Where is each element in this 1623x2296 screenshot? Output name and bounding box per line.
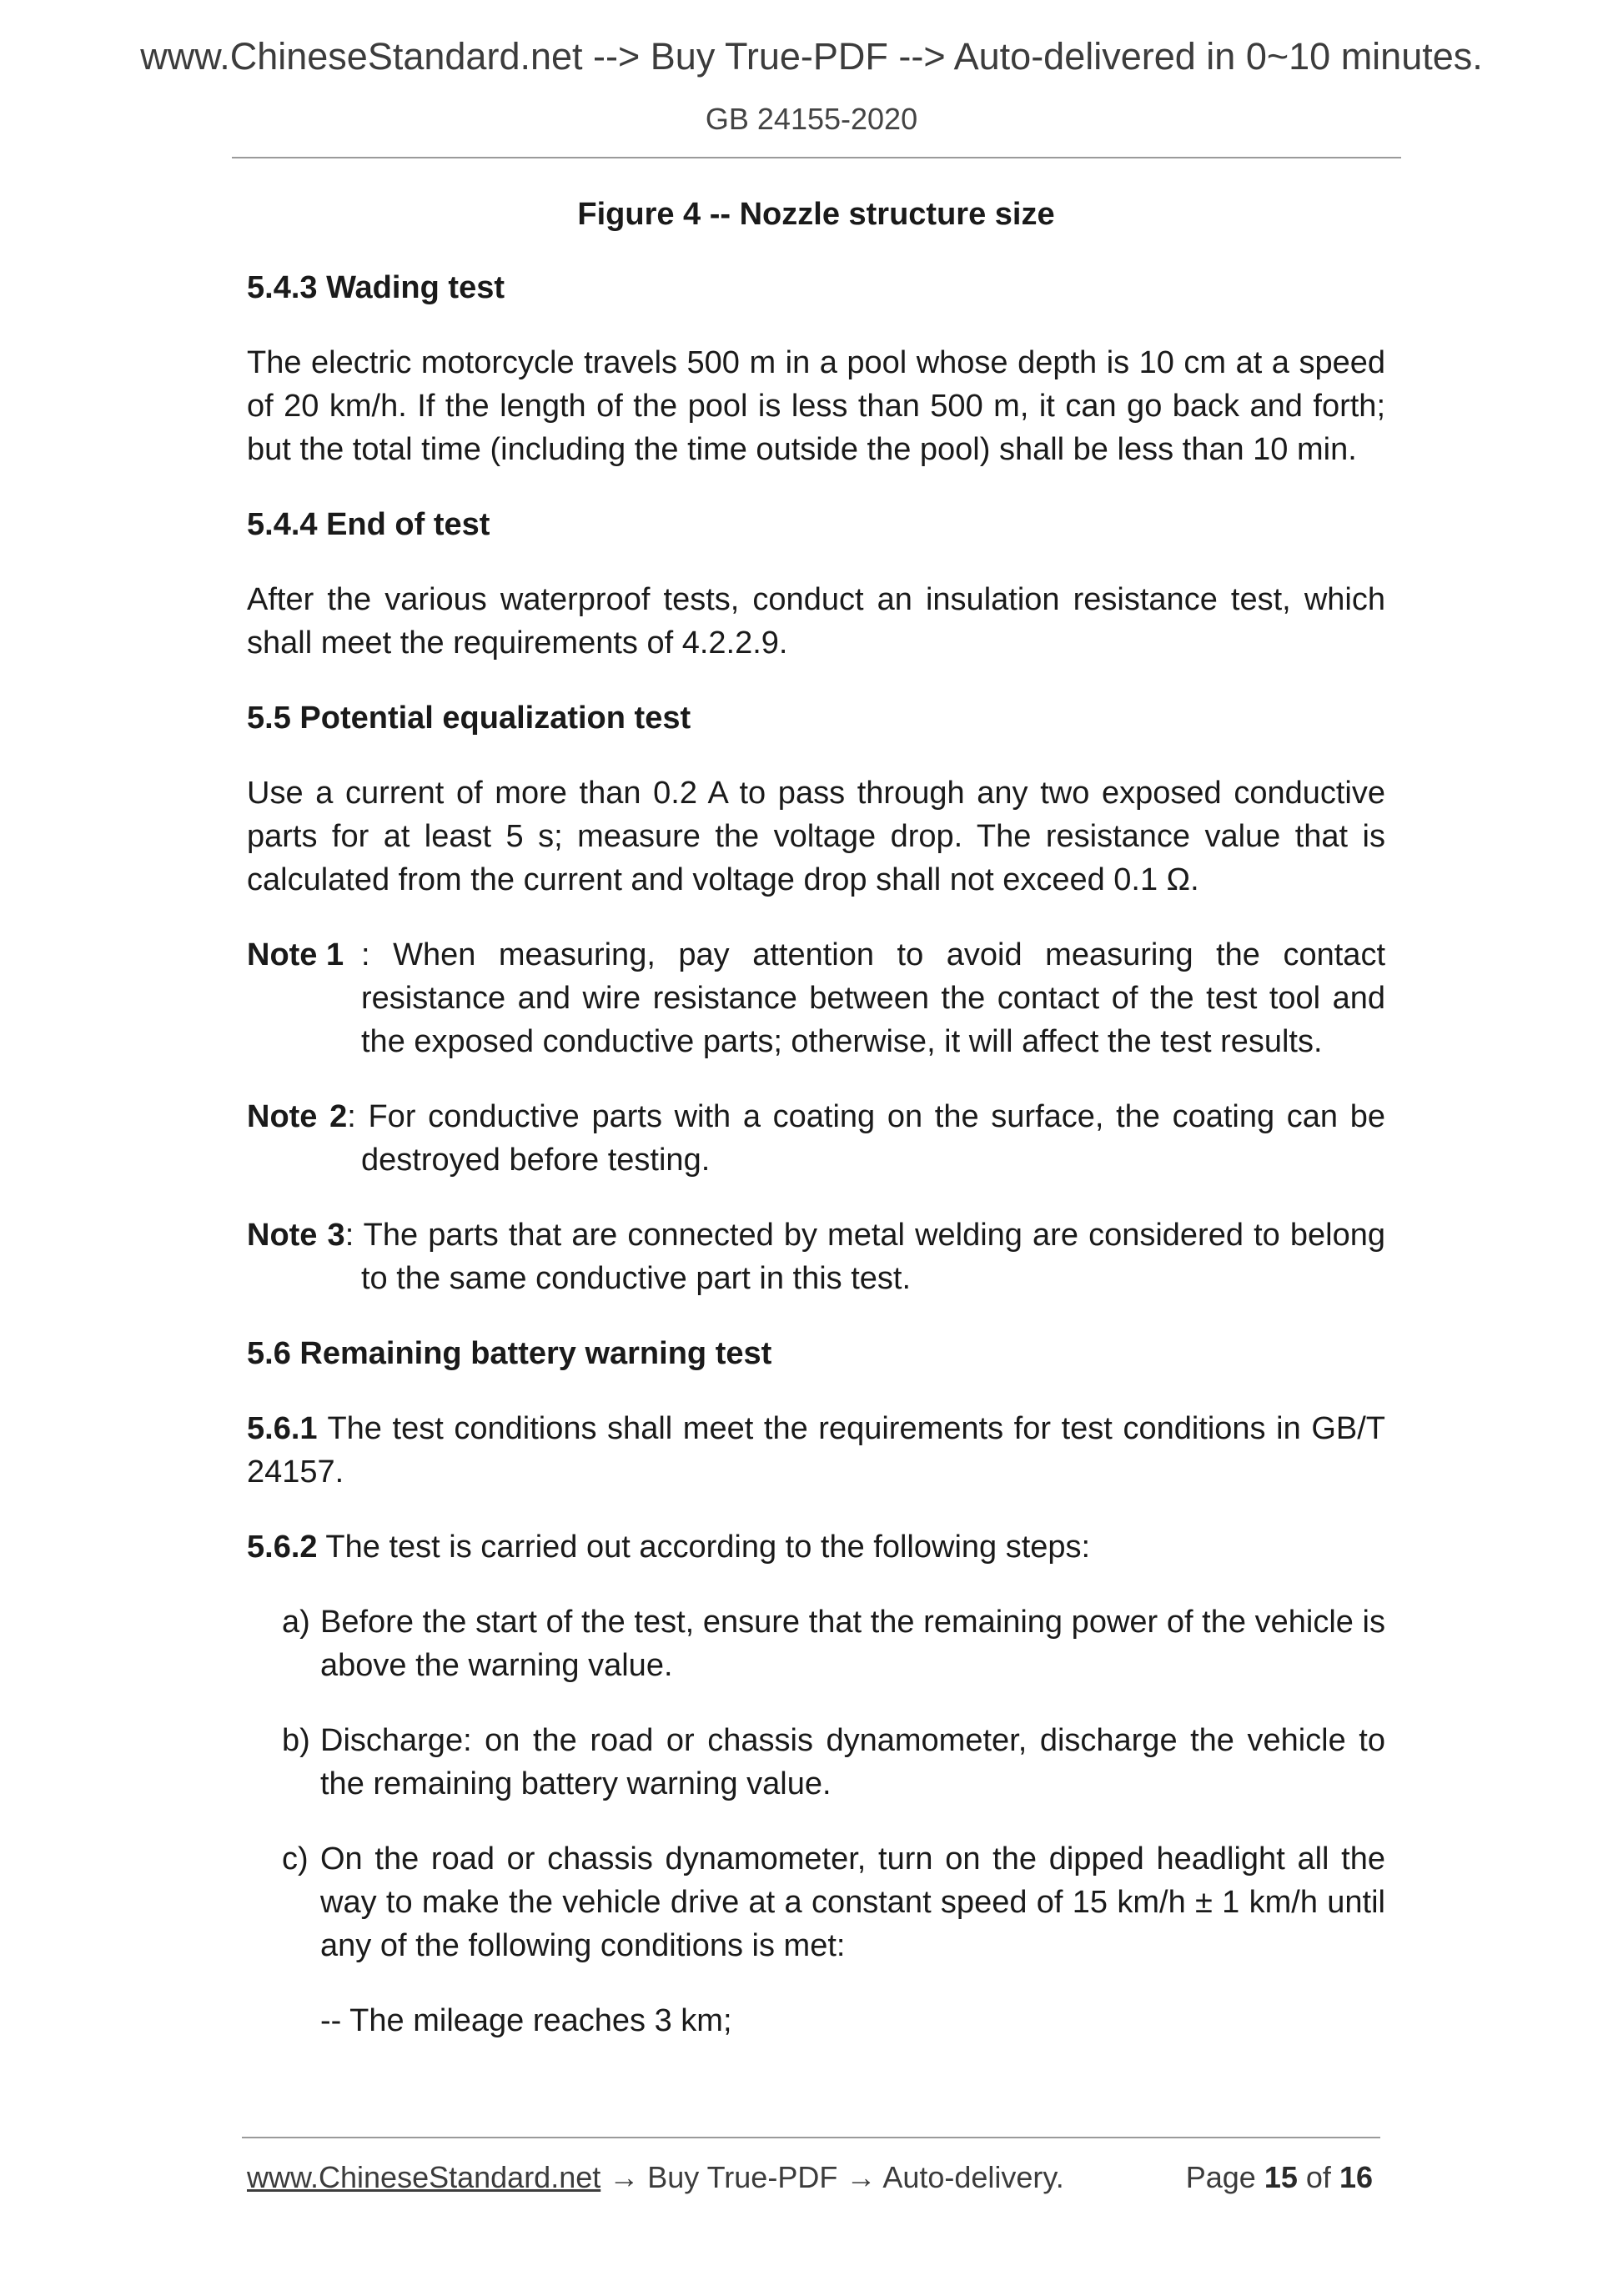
paragraph-end-of-test: After the various waterproof tests, conduct an insulation resistance test, which shall meet the requirements of 4.2.2.9. [247, 582, 1385, 661]
note-3-label: Note 3 [247, 1218, 345, 1253]
note-1 [247, 933, 1385, 1063]
section-heading-5-6: 5.6 Remaining battery warning test [247, 1336, 772, 1371]
footer-divider [242, 2137, 1380, 2138]
page-word: Page [1185, 2160, 1256, 2194]
of-word: of [1305, 2160, 1331, 2194]
step-c [282, 1837, 1385, 1967]
paragraph-wading-test: The electric motorcycle travels 500 m in a pool whose depth is 10 cm at a speed of 20 km/h. If the length of the pool is less than 500 m, it can go back and forth; but the total time (including the time outside the pool) shall be less than 10 min. [247, 345, 1385, 467]
step-a [282, 1600, 1385, 1687]
footer-buy-text: → Buy True-PDF → Auto-delivery. [600, 2160, 1064, 2194]
step-b-label: b) [282, 1723, 310, 1758]
clause-5-6-2-text: The test is carried out according to the following steps: [317, 1530, 1091, 1565]
step-c-text: On the road or chassis dynamometer, turn on the dipped headlight all the way to make the vehicle drive at a constant speed of 15 km/h ± 1 km/h until any of the following conditions is met: [320, 1841, 1385, 1963]
note-2 [247, 1095, 1385, 1182]
page-indicator [1186, 2160, 1373, 2195]
top-banner[interactable]: www.ChineseStandard.net --> Buy True-PDF --> Auto-delivered in 0~10 minutes. [140, 35, 1483, 78]
note-1-first-line: : When measuring, pay attention to avoid measuring the contact [361, 937, 1385, 972]
note-1-label: Note 1 [247, 937, 344, 972]
figure-caption: Figure 4 -- Nozzle structure size [577, 197, 1055, 232]
note-2-text: : For conductive parts with a coating on the surface, the coating can be destroyed before testing. [347, 1099, 1386, 1178]
clause-5-6-1-number: 5.6.1 [247, 1411, 318, 1446]
footer [247, 2160, 1381, 2195]
paragraph-5-6-1 [247, 1407, 1385, 1494]
section-heading-5-4-3: 5.4.3 Wading test [247, 270, 505, 305]
page-number: 15 [1264, 2160, 1298, 2194]
clause-5-6-1-text: The test conditions shall meet the requirements for test conditions in GB/T 24157. [247, 1411, 1385, 1490]
paragraph-5-6-2 [247, 1525, 1385, 1569]
paragraph-potential-equalization: Use a current of more than 0.2 A to pass through any two exposed conductive parts for at least 5 s; measure the voltage drop. The resistance value that is calculated from the current and voltage drop shall not exceed 0.1 Ω. [247, 776, 1385, 897]
footer-site-link[interactable]: www.ChineseStandard.net [247, 2160, 601, 2194]
note-1-rest: resistance and wire resistance between the contact of the test tool and the exposed conductive parts; otherwise, it will affect the test results. [361, 981, 1385, 1059]
header-divider [232, 157, 1401, 158]
step-b [282, 1719, 1385, 1806]
page-total: 16 [1339, 2160, 1373, 2194]
note-3 [247, 1213, 1385, 1300]
note-3-text: : The parts that are connected by metal welding are considered to belong to the same conductive part in this test. [344, 1218, 1385, 1296]
step-a-text: Before the start of the test, ensure that the remaining power of the vehicle is above the warning value. [320, 1605, 1385, 1683]
page-content [247, 188, 1385, 2074]
note-2-label: Note 2 [247, 1099, 348, 1134]
section-heading-5-4-4: 5.4.4 End of test [247, 507, 490, 542]
step-b-text: Discharge: on the road or chassis dynamometer, discharge the vehicle to the remaining battery warning value. [320, 1723, 1385, 1801]
document-id: GB 24155-2020 [705, 102, 918, 136]
clause-5-6-2-number: 5.6.2 [247, 1530, 318, 1565]
step-c-label: c) [282, 1841, 309, 1876]
condition-mileage: -- The mileage reaches 3 km; [320, 2003, 732, 2038]
section-heading-5-5: 5.5 Potential equalization test [247, 701, 691, 736]
step-a-label: a) [282, 1605, 310, 1640]
